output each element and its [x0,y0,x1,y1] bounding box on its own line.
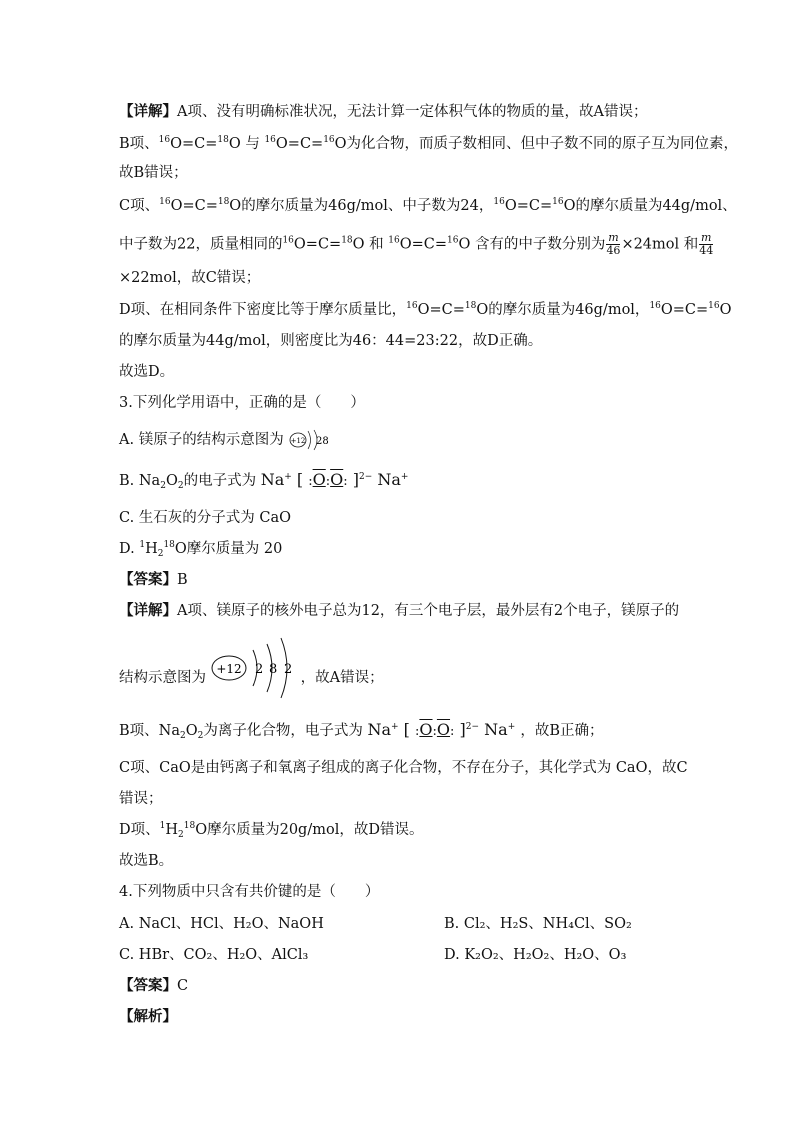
mass-number: 16 [282,235,294,246]
q3-answer [119,570,188,590]
mass-number: 16 [552,197,564,207]
q3-detail-b-post: ，故B正确； [520,723,604,739]
mass-number: 16 [446,235,459,246]
q3-detail-a2 [119,658,384,698]
mass-number: 16 [158,135,171,145]
q2-detail-b [119,134,738,154]
q2-c2-b: 和 [369,236,384,253]
electron-dots: : [308,474,313,489]
formula-part: O [719,302,732,318]
formula-part: H [165,822,179,838]
nucleus-charge: +12 [215,662,242,676]
oxygen-atom: O [330,470,344,489]
shell-electrons-2: 8 [268,662,277,677]
q2-detail-b2: 故B错误； [119,165,188,181]
q3-detail-b-mid: 为离子化合物，电子式为 [203,723,363,739]
oxygen-atom: O [436,720,451,739]
formula-part: O=C= [275,136,324,152]
formula-part: O [476,302,489,318]
mass-number: 18 [163,540,175,550]
electron-dots: : [432,724,437,739]
mass-number: 16 [323,135,335,145]
formula-part: O=C= [399,236,447,253]
mass-number: 1 [159,821,166,831]
q3-detail-d-post: O摩尔质量为20g/mol，故D错误。 [195,822,424,838]
q2-c2-d: ×24mol 和 [621,236,699,253]
fraction-numerator: m [701,231,712,244]
fraction-m-46 [606,232,620,257]
shell-electrons: 28 [316,436,330,447]
q2-detail-d [119,300,732,320]
charge: + [284,472,292,482]
mg-atom-diagram [211,638,301,698]
formula-part: O [458,236,471,253]
fraction-denominator: 46 [606,244,621,257]
q4-option-c: C. HBr、CO₂、H₂O、AlCl₃ [119,947,309,963]
q2-detail-d2: 的摩尔质量为44g/mol，则密度比为46：44=23:22，故D正确。 [119,333,543,349]
charge: 2− [358,472,373,482]
mass-number: 16 [159,197,171,207]
q3-opt-b-post: 的电子式为 [183,473,257,489]
charge: + [507,722,516,732]
fraction-numerator: m [608,231,619,244]
formula-part: O=C= [417,302,465,318]
q2-c2-a: 中子数为22，质量相同的 [119,236,283,253]
q2-b-post: 为化合物，而质子数相同、但中子数不同的原子互为同位素， [346,136,739,152]
answer-value: B [177,572,188,588]
formula-part: O [165,473,178,489]
q3-detail-a2-pre: 结构示意图为 [119,670,206,686]
answer-label: 【答案】 [119,571,177,588]
detail-label: 【详解】 [119,602,177,619]
formula-part: Na [377,470,401,489]
nucleus-charge: +12 [290,437,306,445]
electron-formula [367,720,520,739]
q3-opt-b-pre: B. Na [119,473,161,489]
formula-part: H [145,541,158,557]
q2-d-t1: 的摩尔质量为46g/mol， [488,302,650,318]
q4-option-d: D. K₂O₂、H₂O₂、H₂O、O₃ [444,947,627,963]
shell-electrons-1: 2 [254,662,263,677]
formula-part: O [352,236,365,253]
q3-detail-a1 [119,601,679,621]
q4-options-row1 [119,914,719,934]
q2-detail-c3: ×22mol，故C错误； [119,270,261,286]
formula-part: O=C= [170,198,218,214]
electron-dots: : [415,724,420,739]
q3-detail-c2: 错误； [119,791,163,807]
mass-number: 16 [708,301,720,311]
formula-part: O=C= [660,302,709,318]
mass-number: 18 [341,235,353,246]
mass-number: 16 [388,235,400,246]
q2-b-pre: B项、 [119,136,159,152]
q2-c-pre: C项、 [119,198,160,214]
q4-option-b: B. Cl₂、H₂S、NH₄Cl、SO₂ [444,916,632,932]
q4-analysis-label [119,1007,177,1027]
subscript: 2 [197,731,204,741]
mass-number: 16 [264,135,276,145]
bracket-left: [ [403,720,410,739]
bracket-right: ] [459,720,466,739]
electron-dots: : [325,474,331,489]
mass-number: 1 [139,540,146,550]
q2-conclusion: 故选D。 [119,364,175,380]
analysis-label: 【解析】 [119,1008,177,1025]
q2-c-t2: 的摩尔质量为44g/mol、 [575,198,737,214]
formula-part: Na [367,720,392,739]
charge: 2− [465,722,480,732]
q3-detail-b-pre: B项、Na [119,723,180,739]
q3-detail-a1-text: A项、镁原子的核外电子总为12，有三个电子层，最外层有2个电子，镁原子的 [177,603,680,619]
mg-atom-diagram-small [288,428,330,452]
bracket-left: [ [296,470,304,489]
mass-number: 18 [183,821,196,831]
q3-conclusion: 故选B。 [119,853,174,869]
subscript: 2 [178,830,184,840]
formula-part: O [228,136,241,152]
q4-title: 4.下列物质中只含有共价键的是（ ） [119,884,380,900]
q3-opt-d-pre: D. [119,541,135,557]
q3-option-b [119,470,408,492]
formula-part: O [229,198,242,214]
charge: + [391,722,399,732]
bracket-right: ] [352,470,359,489]
q4-options-row2 [119,945,719,965]
q2-c2-c: 含有的中子数分别为 [474,236,606,253]
mass-number: 18 [217,135,229,145]
answer-label: 【答案】 [119,977,177,994]
q3-detail-d [119,820,423,840]
shell-electrons-3: 2 [283,662,292,677]
q3-option-d [119,539,282,559]
formula-part: O=C= [293,236,342,253]
subscript: 2 [180,731,186,741]
formula-part: O=C= [504,198,553,214]
q2-c-t1: 的摩尔质量为46g/mol、中子数为24， [241,198,494,214]
formula-part: O [185,723,198,739]
oxygen-atom: O [312,470,326,489]
detail-label: 【详解】 [119,103,177,120]
formula-part: Na [484,720,508,739]
q2-b-mid: 与 [245,136,260,152]
q3-option-a [119,428,330,452]
mass-number: 16 [649,301,661,311]
subscript: 2 [157,549,164,559]
formula-part: O [563,198,576,214]
electron-dots: : [343,474,348,489]
formula-part: Na [260,470,285,489]
mass-number: 18 [464,301,477,311]
charge: + [400,472,409,482]
subscript: 2 [177,481,184,491]
q3-opt-a-text: A. 镁原子的结构示意图为 [119,432,284,448]
answer-value: C [177,978,189,994]
shell-arc [308,431,311,449]
electron-dots: : [450,724,455,739]
q2-a-text: A项、没有明确标准状况，无法计算一定体积气体的物质的量，故A错误； [177,104,648,120]
q2-detail-a [119,102,647,122]
fraction-m-44 [699,232,713,257]
q2-d-pre: D项、在相同条件下密度比等于摩尔质量比， [119,302,407,318]
subscript: 2 [160,481,166,491]
q3-title: 3.下列化学用语中，正确的是（ ） [119,395,365,411]
mass-number: 16 [493,197,505,207]
formula-part: O [334,136,347,152]
mass-number: 16 [406,301,418,311]
q2-detail-c2 [119,232,714,257]
q2-detail-c [119,196,737,216]
q4-option-a: A. NaCl、HCl、H₂O、NaOH [119,916,324,932]
q3-option-c: C. 生石灰的分子式为 CaO [119,510,292,526]
q3-detail-b [119,720,603,742]
q3-detail-c1: C项、CaO是由钙离子和氧离子组成的离子化合物，不存在分子，其化学式为 CaO，故C [119,760,688,776]
mass-number: 18 [217,197,230,207]
fraction-denominator: 44 [699,244,714,257]
q4-answer [119,976,188,996]
electron-formula [261,470,409,489]
formula-part: O=C= [170,136,218,152]
q3-detail-a2-post: ，故A错误； [300,670,384,686]
oxygen-atom: O [419,720,433,739]
q3-opt-d-post: O摩尔质量为 20 [174,541,283,557]
q3-detail-d-pre: D项、 [119,822,160,838]
